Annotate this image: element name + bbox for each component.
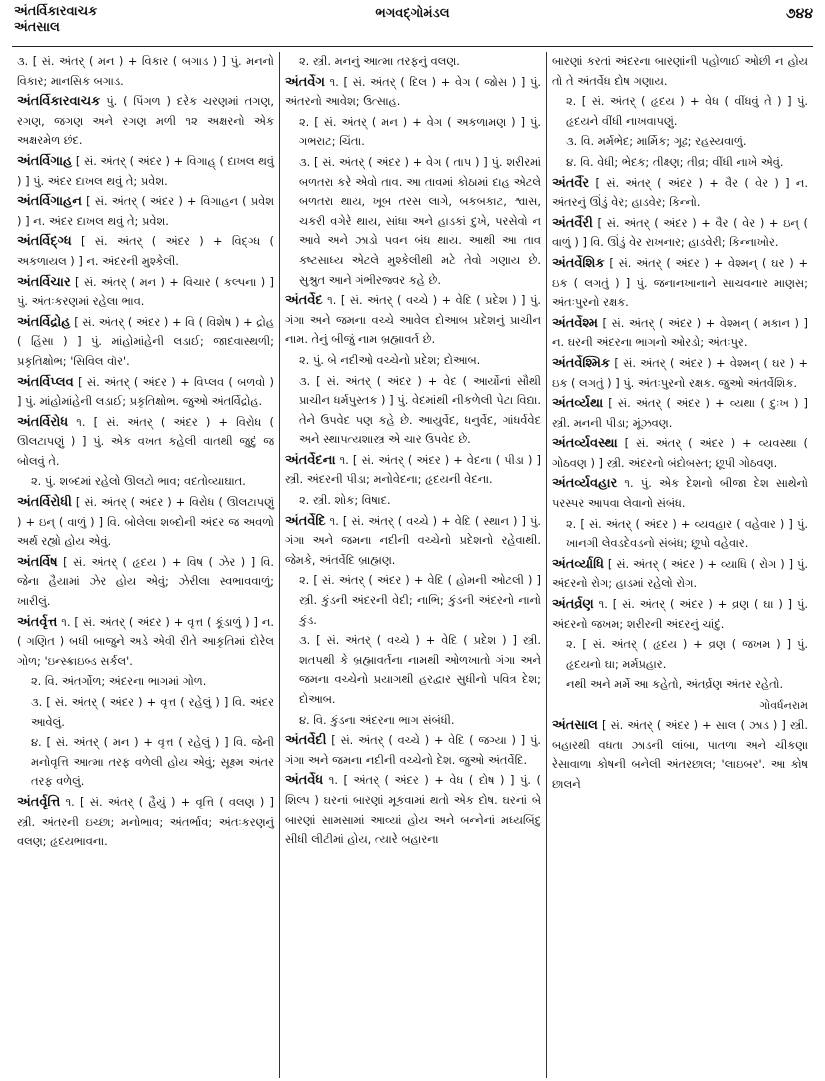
dictionary-entry: [17, 232, 274, 271]
entry-definition: ૨. પું. બે નદીઓ વચ્ચેનો પ્રદેશ; દોઆબ.: [299, 352, 481, 367]
dictionary-entry: [17, 553, 274, 612]
column-2: [279, 52, 546, 1078]
entry-definition: [ સં. અંતર્ ( અંદર ) + વિરોધ ( ઊલટાપણું ) + ઇન્ ( વાળું ) ] વિ. બોલેલા શબ્દોની અંદર જ અવળો અર્થ રહ્યો હોય એવું.: [17, 495, 274, 549]
headword: અંતર્વિકારવાચક: [17, 94, 101, 110]
dictionary-entry: [285, 571, 541, 630]
entry-definition: ૧. [ સં. અંતર્ ( હૈયું ) + વૃત્તિ ( વલણ ) ] સ્ત્રી. અંતરની ઇચ્છા; મનોભાવ; અંતર્ભાવ; અંતઃકરણનું વલણ; હૃદયભાવના.: [17, 794, 274, 849]
dictionary-entry: [285, 451, 541, 490]
dictionary-entry: [285, 73, 541, 112]
entry-definition: ૧. [ સં. અંતર્ ( અંદર ) + વેદના ( પીડા ) ] સ્ત્રી. અંદરની પીડા; મનોવેદના; હૃદયની વેદના.: [285, 452, 541, 487]
dictionary-entry: [17, 273, 274, 312]
entry-definition: ૩. [ સં. અંતર્ ( અંદર ) + વેગ ( તાપ ) ] પું. શરીરમાં બળતરા કરે એવો તાવ. આ તાવમાં કોઠામાં દાહ એટલે બળતરા થાય, ખૂબ તરસ લાગે, બકબકાટ, શ્વાસ, ચકરી વગેરે થાય, સાંધા અને હાડકાં દુખે, પરસેવો ન આવે અને ઝાડો પવન બંધ થાય. આથી આ તાવ કષ્ટસાધ્ય એટલે મુશ્કેલીથી મટે તેવો ગણાય છે. સુશ્રુત આને ગંભીરજ્વર કહે છે.: [299, 154, 541, 287]
entry-definition: ૧. [ સં. અંતર્ ( દિલ ) + વેગ ( જોસ ) ] પું. અંતરનો આવેશ; ઉત્સાહ.: [285, 74, 541, 109]
dictionary-entry: [552, 474, 808, 513]
entry-definition: [ સં. અંતર્ ( અંદર ) + વિ ( વિશેષ ) + દ્રોહ ( હિંસા ) ] પું. માંહોમાંહેની લડાઈ; જાદવાસ્થળી; પ્રકૃતિક્ષોભ; 'સિવિલ વૉર'.: [17, 314, 274, 368]
entry-definition: ૨. [ સં. અંતર્ ( હૃદય ) + વેધ ( વીંધવું તે ) ] પું. હૃદયને વીંધી નાખવાપણું.: [566, 94, 808, 128]
dictionary-entry: [552, 314, 808, 353]
headword: અંતર્વિચાર: [17, 274, 71, 290]
headword: અંતર્વૃત્ત: [17, 614, 58, 630]
entry-definition: ૩. [ સં. અંતર્ ( અંદર ) + વેદ ( આર્યોનાં સૌથી પ્રાચીન ધર્મપુસ્તક ) ] પું. વેદમાંથી નીકળેલી પેટા વિદ્યા. તેને ઉપવેદ પણ કહે છે. આયુર્વેદ, ધનુર્વેદ, ગાંધર્વવેદ અને સ્થાપત્યશાસ્ત્ર એ ચાર ઉપવેદ છે.: [299, 373, 541, 447]
dictionary-entry: [552, 354, 808, 393]
headword: અંતર્વેધ: [285, 773, 324, 789]
headword: અંતર્વેદ: [285, 293, 323, 309]
dictionary-entry: [17, 493, 274, 552]
dictionary-entry: [17, 313, 274, 372]
dictionary-entry: [17, 373, 274, 412]
entry-definition: [ સં. અંતર્ ( અંદર ) + વૈર ( વેર ) + ઇન્ ( વાળું ) ] વિ. ઊંડું વેર રાખનાર; હાડવેરી; કિન્નાખોર.: [552, 215, 808, 250]
entry-definition: [ સં. અંતર્ ( અંદર ) + વિગાહન ( પ્રવેશ ) ] ન. અંદર દાખલ થવું તે; પ્રવેશ.: [17, 194, 274, 228]
headword: અંતર્વ્યથા: [552, 396, 604, 412]
headword: અંતર્વૃત્તિ: [17, 794, 61, 810]
dictionary-entry: [285, 512, 541, 571]
entry-definition: [ સં. અંતર્ ( અંદર ) + વેશ્મન્ ( મકાન ) ] ન. ઘરની અંદરના ભાગનો ઓરડો; અંતઃપુર.: [552, 315, 808, 350]
dictionary-entry: [285, 711, 541, 731]
entry-definition: ગોવર્ધનરામ: [759, 699, 808, 712]
dictionary-entry: [17, 472, 274, 492]
entry-definition: [ સં. અંતર્ ( અંદર ) + વ્યાધિ ( રોગ ) ] પું. અંદરનો રોગ; હાડમાં રહેલો રોગ.: [552, 556, 808, 591]
dictionary-entry: [552, 515, 808, 554]
dictionary-entry: [552, 595, 808, 634]
dictionary-entry: [285, 731, 541, 770]
headword: અંતર્વેશ્મિક: [552, 355, 611, 371]
headword: અંતર્વૈરી: [552, 215, 593, 231]
entry-definition: ૨. વિ. અંતર્ગોળ; અંદરના ભાગમાં ગોળ.: [31, 674, 207, 689]
headword: અંતર્વિષ: [17, 554, 58, 570]
headword: અંતર્વેગ: [285, 74, 325, 90]
headword: અંતર્વેદી: [285, 733, 327, 749]
entry-definition: ૧. [ સં. અંતર્ ( અંદર ) + વિરોધ ( ઊલટાપણું ) ] પું. એક વખત કહેલી વાતથી જુદું જ બોલવું તે.: [17, 414, 274, 468]
dictionary-entry: [552, 696, 808, 715]
entry-definition: [ સં. અંતર્ ( અંદર ) + વિગાહ્ ( દાખલ થવું ) ] પું. અંદર દાખલ થવું તે; પ્રવેશ.: [17, 153, 274, 188]
dictionary-entry: [552, 132, 808, 152]
dictionary-entry: [17, 52, 274, 91]
entry-definition: ૨. [ સં. અંતર્ ( હૃદય ) + વ્રણ ( જખમ ) ] પું. હૃદયનો ઘા; મર્મપ્રહાર.: [566, 637, 808, 671]
headword: અંતર્વ્રણ: [552, 597, 594, 613]
page-header: [0, 0, 825, 44]
dictionary-entry: [285, 291, 541, 350]
dictionary-entry: [17, 152, 274, 191]
entry-definition: ૨. [ સં. અંતર્ ( અંદર ) + વેદિ ( હોમની ઓટલી ) ] સ્ત્રી. કુંડની અંદરની વેદી; નાભિ; કુંડની અંદરનો નાનો કુંડ.: [299, 573, 541, 627]
entry-definition: [ સં. અંતર્ ( અંદર ) + વ્યવસ્થા ( ગોઠવણ ) ] સ્ત્રી. અંદરનો બંદોબસ્ત; છૂપી ગોઠવણ.: [552, 436, 808, 470]
dictionary-entry: [552, 254, 808, 313]
entry-definition: ૧. [ સં. અંતર્ ( અંદર ) + વ્રણ ( ઘા ) ] પું. અંદરનો જખમ; શરીરની અંદરનું ચાંદું.: [552, 597, 808, 631]
headword: અંતર્વિદ્ગ્ધ: [17, 234, 72, 250]
column-3: [546, 52, 813, 1078]
entry-definition: ૩. [ સં. અંતર્ ( વચ્ચે ) + વેદિ ( પ્રદેશ ) ] સ્ત્રી. શતપથી કે બ્રહ્માવર્તના નામથી ઓળખાતો ગંગા અને જમના વચ્ચેનો પ્રયાગથી હરદ્વાર સુધીનો પવિત્ર દેશ; દોઆબ.: [299, 633, 541, 706]
dictionary-entry: [552, 675, 808, 695]
dictionary-entry: [552, 716, 808, 794]
entry-definition: ૩. [ સં. અંતર્ ( અંદર ) + વૃત્ત ( રહેલું ) ] વિ. અંદર આવેલું.: [31, 695, 274, 729]
entry-definition: [ સં. અંતર્ ( વચ્ચે ) + વેદિ ( જગ્યા ) ] પું. ગંગા અને જમના નદીની વચ્ચેનો દેશ. જુઓ અંતર્વેદિ.: [285, 733, 541, 767]
headword: અંતર્વૈર: [552, 175, 590, 191]
dictionary-entry: [552, 635, 808, 674]
headword: અંતર્વેદિ: [285, 513, 326, 529]
dictionary-entry: [285, 52, 541, 72]
dictionary-entry: [552, 214, 808, 253]
entry-definition: ૩. વિ. મર્મભેદ; માર્મિક; ગૂઢ; રહસ્યવાળું.: [566, 134, 747, 149]
headword: અંતર્વિપ્લવ: [17, 374, 74, 390]
header-rule: [12, 46, 813, 47]
entry-definition: ૩. [ સં. અંતર્ ( મન ) + વિકાર ( બગાડ ) ] પું. મનનો વિકાર; માનસિક બગાડ.: [17, 54, 274, 88]
entry-definition: [ સં. અંતર્ ( મન ) + વિચાર ( કલ્પના ) ] પું. અંતઃકરણમાં રહેલા ભાવ.: [17, 274, 274, 309]
headword: અંતર્વિદ્રોહ: [17, 314, 71, 330]
entry-definition: ૧. [ અંતર્ ( અંદર ) + વેધ ( દોષ ) ] પું. ( શિલ્પ ) ઘરનાં બારણાં મૂકવામાં થતો એક દોષ. ઘરનાં બે બારણાં સામસામાં આવ્યાં હોય અને બન્નેનાં મધ્યબિંદુ સીધી લીટીમાં હોય, ત્યારે બહારના: [285, 773, 541, 847]
headword: અંતર્વેદના: [285, 452, 336, 468]
entry-definition: [ સં. અંતર્ ( અંદર ) + વેશ્મન્ ( ઘર ) + ઇક ( લગતું ) ] પું. જનાનખાનાને સાચવનાર માણસ; અંતઃપુરનો રક્ષક.: [552, 255, 808, 310]
dictionary-entry: [17, 413, 274, 472]
headword: અંતસાલ: [552, 718, 598, 733]
entry-definition: ૪. વિ. કુંડના અંદરના ભાગ સંબંધી.: [299, 712, 455, 727]
dictionary-entry: [285, 351, 541, 371]
headword: અંતર્વેશ્મ: [552, 315, 598, 331]
dictionary-entry: [17, 672, 274, 692]
entry-definition: ૨. સ્ત્રી. મનનું આત્મા તરફનું વલણ.: [299, 54, 460, 68]
column-1: [12, 52, 279, 1078]
guide-word-last: અંતસાલ: [14, 20, 60, 35]
guide-word-first: અંતર્વિકારવાચક: [14, 4, 98, 19]
entry-definition: [ સં. અંતર્ ( હૃદય ) + વિષ ( ઝેર ) ] વિ. જેના હૈયામાં ઝેર હોય એવું; ઝેરીલા સ્વભાવવાળું; ખારીલું.: [17, 554, 274, 609]
entry-definition: ૧. [ સં. અંતર્ ( અંદર ) + વૃત્ત ( કૂંડાળું ) ] ન. ( ગણિત ) બધી બાજુને અડે એવી રીતે આકૃતિમાં દોરેલ ગોળ; 'ઇન્સ્ક્રાઇબ્ડ સર્કલ'.: [17, 614, 274, 668]
dictionary-entry: [552, 52, 808, 91]
dictionary-entry: [285, 771, 541, 849]
headword: અંતર્વ્યવસ્થા: [552, 436, 618, 452]
entry-definition: [ સં. અંતર્ ( અંદર ) + વ્યથા ( દુઃખ ) ] સ્ત્રી. મનની પીડા; મૂંઝવણ.: [552, 396, 808, 430]
dictionary-entry: [552, 153, 808, 173]
entry-definition: ૪. [ સં. અંતર્ ( મન ) + વૃત્ત ( રહેલું ) ] વિ. જેની મનોવૃત્તિ આત્મા તરફ વળેલી હોય એવું; સૂક્ષ્મ અંતર તરફ વળેલું.: [31, 735, 274, 789]
headword: અંતર્વેશિક: [552, 255, 605, 271]
headword: અંતર્વિગાહ: [17, 153, 73, 169]
dictionary-entry: [552, 174, 808, 213]
dictionary-entry: [285, 113, 541, 152]
dictionary-entry: [552, 555, 808, 594]
dictionary-entry: [285, 372, 541, 450]
entry-definition: ૪. વિ. વેધી; ભેદક; તીક્ષ્ણ; તીવ્ર; વીંધી નાખે એવું.: [566, 154, 784, 169]
entry-definition: બારણાં કરતાં અંદરના બારણાંની પહોળાઈ ઓછી ન હોય તો તે અંતર્વેધ દોષ ગણાય.: [552, 54, 808, 88]
entry-definition: ૨. સ્ત્રી. શોક; વિષાદ.: [299, 493, 391, 508]
page-number: ૭૪૪: [785, 6, 813, 22]
entry-definition: ૨. [ સં. અંતર્ ( અંદર ) + વ્યવહાર ( વહેવાર ) ] પું. ખાનગી લેવડદેવડનો સંબંધ; છૂપો વહેવાર.: [566, 516, 808, 551]
dictionary-entry: [17, 733, 274, 792]
entry-definition: [ સં. અંતર્ ( અંદર ) + સાલ ( ઝાડ ) ] સ્ત્રી. બહારથી વધતા ઝાડની લાંબા, પાતળા અને ચીકણા રેસાવાળા કોષની બનેલી અંતરછાલ; 'લાઇબર'. આ કોષ છાલને: [552, 718, 808, 791]
dictionary-entry: [552, 394, 808, 433]
dictionary-entry: [17, 192, 274, 231]
dictionary-entry: [17, 613, 274, 672]
headword: અંતર્વિરોધી: [17, 495, 72, 511]
entry-definition: [ સં. અંતર્ ( અંદર ) + વેશ્મન્ ( ઘર ) + ઇક ( લગતું ) ] પું. અંતઃપુરનો રક્ષક. જુઓ અંતર્વેશિક.: [552, 355, 808, 390]
headword: અંતર્વિગાહન: [17, 194, 82, 210]
dictionary-entry: [552, 434, 808, 473]
entry-definition: ૧. [ સં. અંતર્ ( વચ્ચે ) + વેદિ ( પ્રદેશ ) ] પું. ગંગા અને જમના વચ્ચે આવેલ દોઆબ પ્રદેશનું પ્રાચીન નામ. તેનું બીજું નામ બ્રહ્માવર્ત છે.: [285, 293, 541, 347]
entry-definition: નથી અને મર્મે આ કહેતો, અંતર્વ્રણ અંતર રહેતો.: [566, 677, 784, 692]
dictionary-entry: [285, 631, 541, 709]
headword: અંતર્વિરોધ: [17, 414, 69, 430]
headword: અંતર્વ્યવહાર: [552, 476, 618, 492]
dictionary-entry: [17, 693, 274, 732]
entry-definition: ૨. [ સં. અંતર્ ( મન ) + વેગ ( અકળામણ ) ] પું. ગભરાટ; ચિંતા.: [299, 114, 541, 149]
page-title: ભગવદ્ગોમંડલ: [375, 6, 450, 21]
entry-definition: [ સં. અંતર્ ( અંદર ) + વિદ્ગ્ધ ( અકળાયલ ) ] ન. અંદરની મુશ્કેલી.: [17, 234, 274, 268]
entry-definition: પું. ( પિંગળ ) દરેક ચરણમાં તગણ, રગણ, જગણ અને રગણ મળી ૧૨ અક્ષરનો એક અક્ષરમેળ છંદ.: [17, 94, 274, 148]
dictionary-entry: [17, 92, 274, 151]
entry-definition: [ સં. અંતર્ ( અંદર ) + વિપ્લવ ( બળવો ) ] પું. માંહોમાંહેની લડાઈ; પ્રકૃતિક્ષોભ. જુઓ અંતર્વિદ્રોહ.: [17, 374, 274, 409]
dictionary-entry: [285, 153, 541, 290]
dictionary-entry: [285, 491, 541, 511]
headword: અંતર્વ્યાધિ: [552, 556, 604, 572]
dictionary-entry: [552, 92, 808, 131]
entry-definition: ૨. પું. શબ્દમાં રહેલો ઊલટો ભાવ; વદતોવ્યાઘાત.: [31, 474, 246, 489]
entry-definition: ૧. પું. એક દેશનો બીજા દેશ સાથેનો પરસ્પર આપવા લેવાનો સંબંધ.: [552, 476, 808, 511]
entry-definition: ૧. [ સં. અંતર્ ( વચ્ચે ) + વેદિ ( સ્થાન ) ] પું. ગંગા અને જમના નદીની વચ્ચેનો પ્રદેશનો રહેવાથી. જેમકે, અંતર્વેદિ બ્રાહ્મણ.: [285, 513, 541, 567]
dictionary-entry: [17, 793, 274, 852]
entry-definition: [ સં. અંતર્ ( અંદર ) + વૈર ( વેર ) ] ન. અંતરનું ઊંડું વેર; હાડવેર; કિન્નો.: [552, 175, 808, 210]
dictionary-columns: [12, 52, 813, 1078]
